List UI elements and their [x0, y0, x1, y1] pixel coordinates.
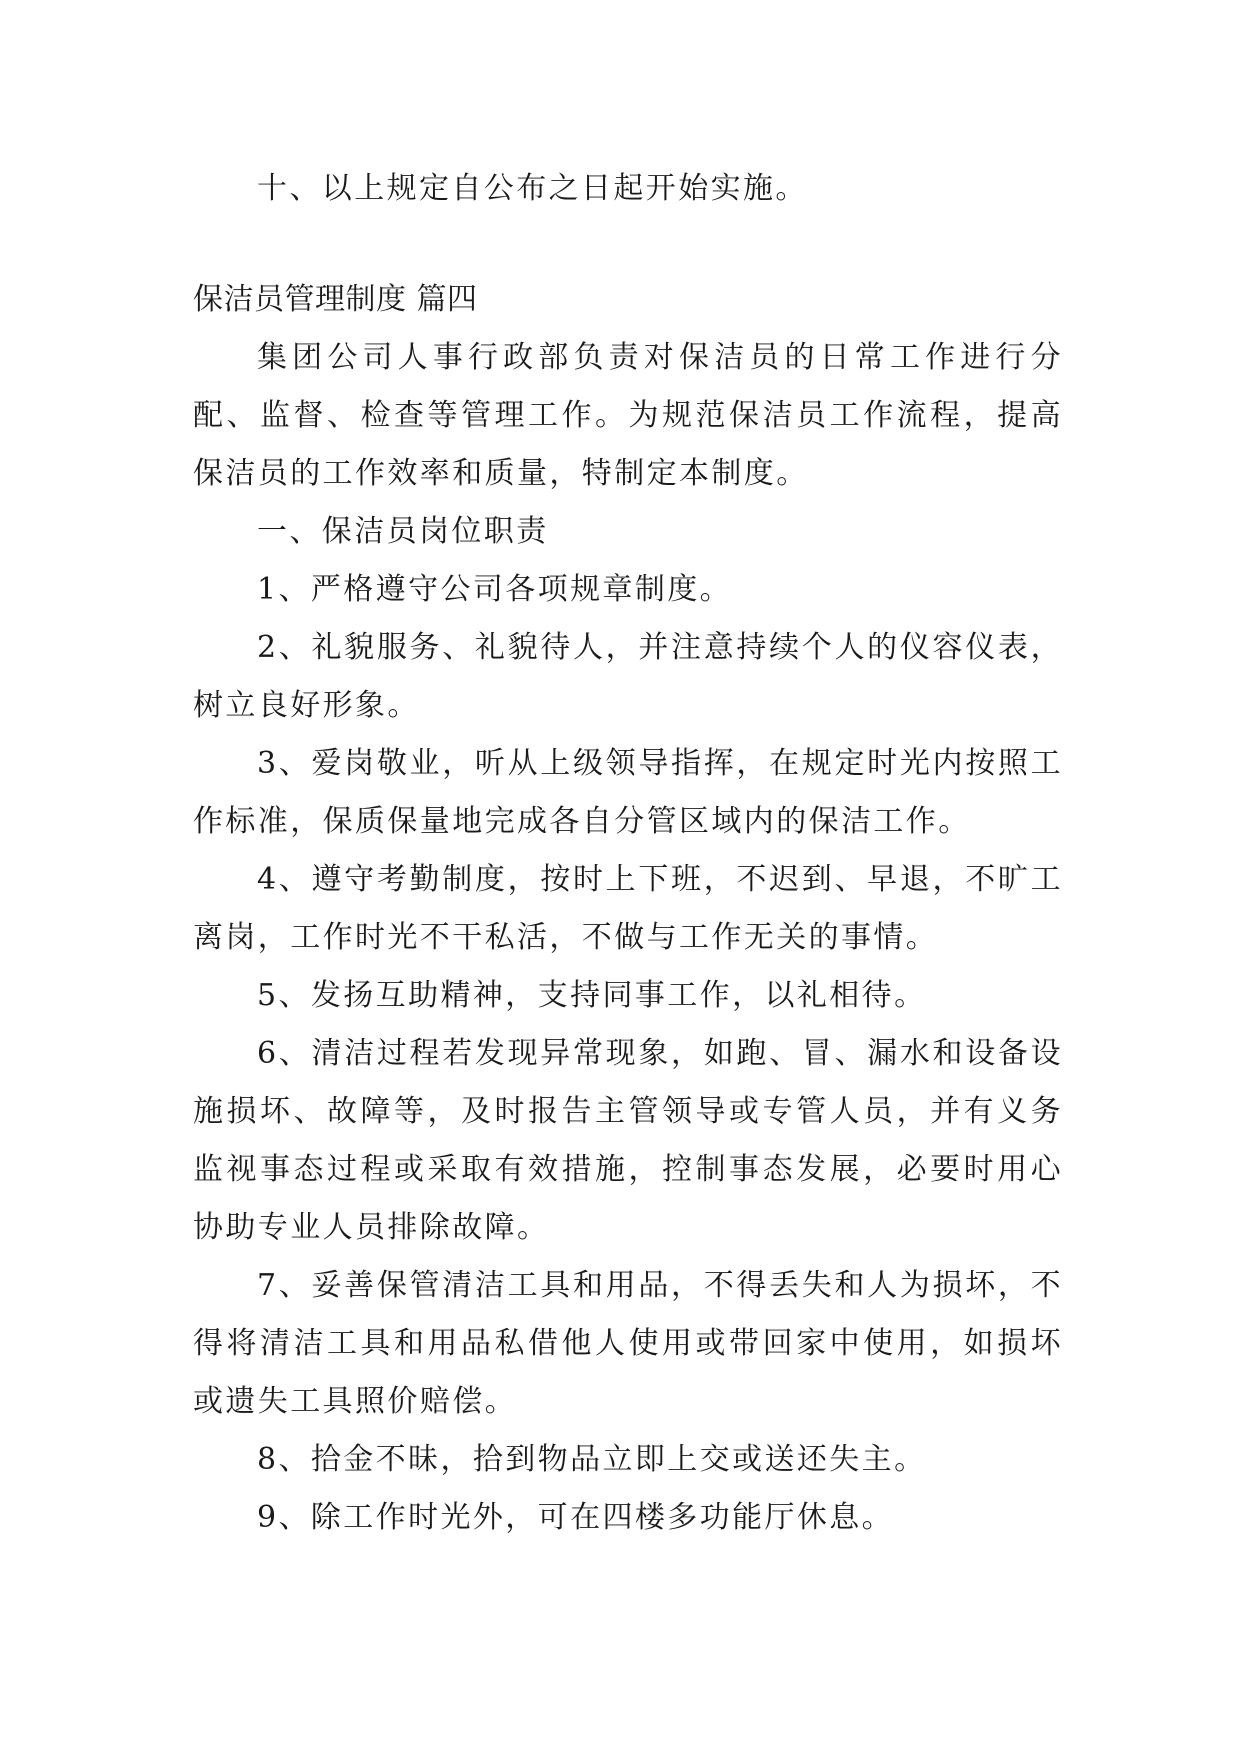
duty-item-3: 3、爱岗敬业，听从上级领导指挥，在规定时光内按照工作标准，保质保量地完成各自分管区域内的保洁工作。	[193, 746, 1063, 839]
duty-item-2: 2、礼貌服务、礼貌待人，并注意持续个人的仪容仪表，树立良好形象。	[193, 630, 1063, 723]
intro-paragraph: 集团公司人事行政部负责对保洁员的日常工作进行分配、监督、检查等管理工作。为规范保洁员工作流程，提高保洁员的工作效率和质量，特制定本制度。	[193, 340, 1063, 491]
section-title: 保洁员管理制度 篇四	[193, 282, 478, 317]
subheading: 一、保洁员岗位职责	[257, 514, 549, 549]
duty-item-9: 9、除工作时光外，可在四楼多功能厅休息。	[257, 1500, 895, 1535]
document-body	[193, 160, 1063, 1547]
closing-clause: 十、以上规定自公布之日起开始实施。	[257, 171, 808, 206]
duty-item-4: 4、遵守考勤制度，按时上下班，不迟到、早退，不旷工离岗，工作时光不干私活，不做与工作无关的事情。	[193, 862, 1063, 955]
duty-item-7: 7、妥善保管清洁工具和用品，不得丢失和人为损坏，不得将清洁工具和用品私借他人使用或带回家中使用，如损坏或遗失工具照价赔偿。	[193, 1268, 1063, 1419]
duty-item-8: 8、拾金不昧，拾到物品立即上交或送还失主。	[257, 1442, 927, 1477]
duty-item-1: 1、严格遵守公司各项规章制度。	[257, 572, 733, 607]
duty-item-5: 5、发扬互助精神，支持同事工作，以礼相待。	[257, 978, 927, 1013]
duty-item-6: 6、清洁过程若发现异常现象，如跑、冒、漏水和设备设施损坏、故障等，及时报告主管领导或专管人员，并有义务监视事态过程或采取有效措施，控制事态发展，必要时用心协助专业人员排除故障。	[193, 1036, 1063, 1245]
